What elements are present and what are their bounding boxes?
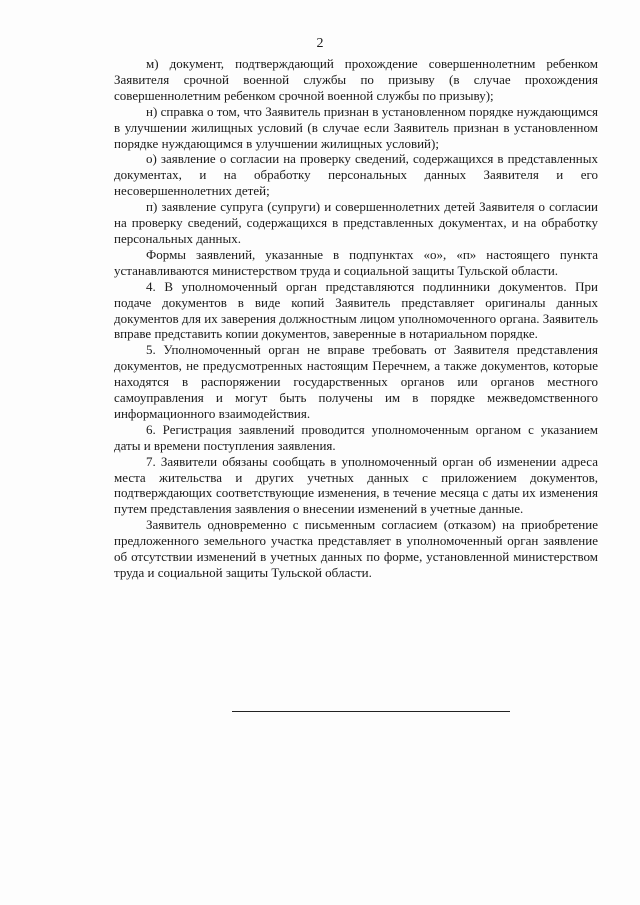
paragraph-clause-6: 6. Регистрация заявлений проводится уполномоченным органом с указанием даты и времени поступления заявления. (114, 421, 598, 453)
paragraph-clause-7: 7. Заявители обязаны сообщать в уполномоченный орган об изменении адреса места жительства и других учетных данных с приложением документов, подтверждающих соответствующие изменения, в течение месяца с даты их изменения путем представления заявления о внесении изменений в учетные данные. (114, 453, 598, 517)
paragraph-item-o: о) заявление о согласии на проверку сведений, содержащихся в представленных документах, и на обработку персональных данных Заявителя и его несовершеннолетних детей; (114, 151, 598, 199)
document-body (114, 56, 598, 581)
page-number: 2 (316, 36, 324, 51)
paragraph-item-n: н) справка о том, что Заявитель признан в установленном порядке нуждающимся в улучшении жилищных условий (в случае если Заявитель признан в установленном порядке нуждающимся в улучшении жилищных условий); (114, 103, 598, 151)
paragraph-final: Заявитель одновременно с письменным согласием (отказом) на приобретение предложенного земельного участка представляет в уполномоченный орган заявление об отсутствии изменений в учетных данных по форме, установленной министерством труда и социальной защиты Тульской области. (114, 517, 598, 580)
paragraph-forms-note: Формы заявлений, указанные в подпунктах «о», «п» настоящего пункта устанавливаются министерством труда и социальной защиты Тульской области. (114, 246, 598, 278)
paragraph-item-p: п) заявление супруга (супруги) и совершеннолетних детей Заявителя о согласии на проверку сведений, содержащихся в представленных документах, и на обработку персональных данных. (114, 199, 598, 246)
paragraph-clause-5: 5. Уполномоченный орган не вправе требовать от Заявителя представления документов, не предусмотренных настоящим Перечнем, а также документов, которые находятся в распоряжении государственных органов или органов местного самоуправления и могут быть получены им в порядке межведомственного информационного взаимодействия. (114, 342, 598, 421)
paragraph-item-m: м) документ, подтверждающий прохождение совершеннолетним ребенком Заявителя срочной военной службы по призыву (в случае прохождения совершеннолетним ребенком срочной военной службы по призыву); (114, 56, 598, 103)
paragraph-clause-4: 4. В уполномоченный орган представляются подлинники документов. При подаче документов в виде копий Заявитель представляет оригиналы данных документов для их заверения должностным лицом уполномоченного органа. Заявитель вправе представить копии документов, заверенные в нотариальном порядке. (114, 278, 598, 342)
end-separator-line (232, 711, 510, 712)
